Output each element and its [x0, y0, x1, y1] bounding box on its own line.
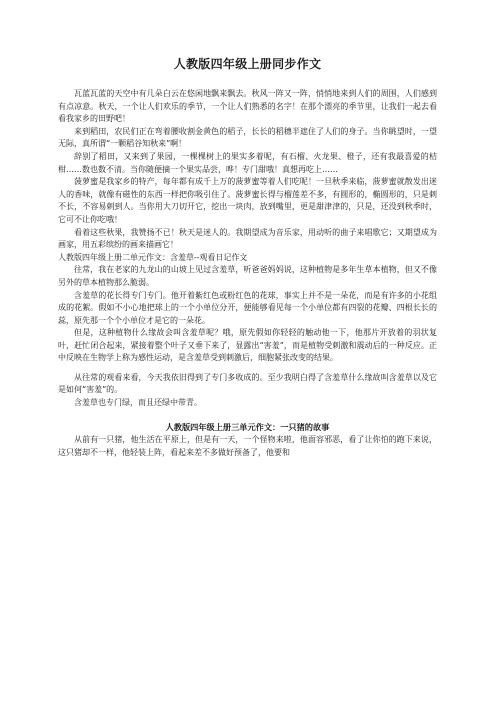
paragraph-orchard: 辞别了稻田，又来到了果园，一棵棵树上的果实多着呢，有石榴、火龙果、橙子，还有我最喜爱的桔柑……数也数不清。当你随便摘一个果实品尝，哗！专门甜哦！真想再吃上……: [58, 151, 437, 174]
paragraph-mimosa-summary: 从往常的观看来看，今天我依旧得到了专门多收成的。至少我明白得了含羞草什么缘故叫含羞草以及它是如何“害羞”的。: [58, 372, 437, 395]
section-heading-mimosa: 人教版四年级上册二单元作文：含羞草--观看日记作文: [58, 252, 248, 262]
document-title: 人教版四年级上册同步作文: [173, 57, 322, 71]
section-body-pig-story: [58, 434, 437, 459]
paragraph-intro: 瓦蓝瓦蓝的天空中有几朵白云在悠闲地飘来飘去。秋风一阵又一阵，悄悄地来到人们的周围，人们感到有点凉意。秋天，一个让人们欢乐的季节，一个让人们熟悉的名字！在那个漂亮的季节里，让我们一起去看看我家乡的田野吧！: [58, 89, 437, 124]
paragraph-pig-story: 从前有一只猪，他生活在平原上，但是有一天，一个怪物来啦，他面容邪恶，看了让你怕的跑下来说，这只猪却不一样，他轻装上阵，看起来差不多做好预备了，他要和: [58, 435, 437, 458]
paragraph-jackfruit: 菠萝蜜是我家乡的特产，每年都有成千上万的菠萝蜜等着人们吃呢！一旦秋季来临，菠萝蜜就散发出迷人的香味，就像有磁性的东西一样把你吸引住了。菠萝蜜长得与榴莲差不多，有圆形的，椭圆形的，只是刺不长，不容易刺到人。当你用大刀切开它，挖出一块肉，放到嘴里，更是甜津津的，只是，还没到秋季时，它可不让你吃哦！: [58, 177, 437, 224]
paragraph-rice-field: 来到稻田，农民们正在弯着腰收割金黄色的稻子，长长的稻穗半遮住了人们的身子。当你眺望时，一望无际，真所谓“一颗稻谷知秋来”啊！: [58, 126, 437, 149]
paragraph-mimosa-flower: 含羞草的花长得专门专门。他开着紫红色或粉红色的花球，事实上并不是一朵花，而是有许多的小花组成的花絮。假如不小心地把球上的一个小单位分开，便能够看见每一个小单位都有四裂的花瓣、四根长长的蕊，原先那一个个小单位才是它的一朵花。: [58, 290, 437, 325]
section-title-pig-story: 人教版四年级上册三单元作文：一只猪的故事: [165, 422, 330, 433]
paragraph-mimosa-green: 含羞草也专门绿，而且还绿中带青。: [74, 397, 202, 407]
paragraph-mimosa-name: 但是，这种植物什么缘故会叫含羞草呢？哦，原先假如你轻轻的触动他一下，他那片开放着的羽状复叶，赶忙闭合起来，紧接着整个叶子又垂下来了，显露出“害羞”，而是植物受刺激和震动后的一种反应。正中反映在生物学上称为感性运动，是含羞草受到刺激后，细胞紧张改变的结果。: [58, 328, 437, 363]
paragraph-closing: 看着这些秋果，我赞扬不已！秋天是迷人的。我期望成为音乐家，用动听的曲子来唱歌它；又期望成为画家，用五彩缤纷的画来描画它！: [58, 227, 437, 250]
paragraph-mimosa-intro: 往常，我在老家的九龙山的山坡上见过含羞草，听爸爸妈妈说，这种植物是多年生草本植物，但又不像另外的草本植物那么脆弱。: [58, 265, 437, 287]
document-body: [58, 88, 437, 409]
paragraph-spacer: [58, 365, 437, 372]
